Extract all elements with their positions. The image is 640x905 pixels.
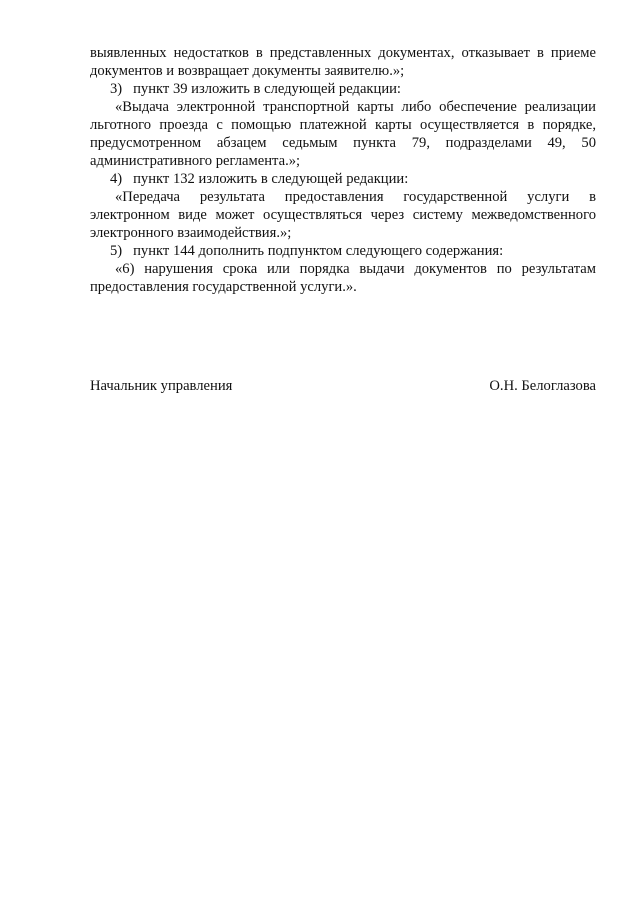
paragraph-item-3: 3) пункт 39 изложить в следующей редакции: — [110, 81, 401, 97]
signatory-name: О.Н. Белоглазова — [489, 378, 596, 394]
paragraph-item-4: 4) пункт 132 изложить в следующей редакции: — [110, 171, 409, 187]
paragraph-quote-item-3: «Выдача электронной транспортной карты либо обеспечение реализации льготного проезда с помощью платежной карты осуществляется в порядке, предусмотренном абзацем седьмым пункта 79, подразделами 49, 50 административного регламента.»; — [90, 99, 596, 169]
paragraph-item-5: 5) пункт 144 дополнить подпунктом следующего содержания: — [110, 243, 504, 259]
signature-block — [90, 377, 596, 395]
document-body — [90, 44, 596, 296]
signatory-position: Начальник управления — [90, 378, 233, 394]
paragraph-quote-item-5: «6) нарушения срока или порядка выдачи документов по результатам предоставления государственной услуги.». — [90, 261, 596, 295]
paragraph-quote-item-4: «Передача результата предоставления государственной услуги в электронном виде может осуществляться через систему межведомственного электронного взаимодействия.»; — [90, 189, 596, 241]
paragraph-continuation: выявленных недостатков в представленных документах, отказывает в приеме документов и возвращает документы заявителю.»; — [90, 45, 596, 79]
